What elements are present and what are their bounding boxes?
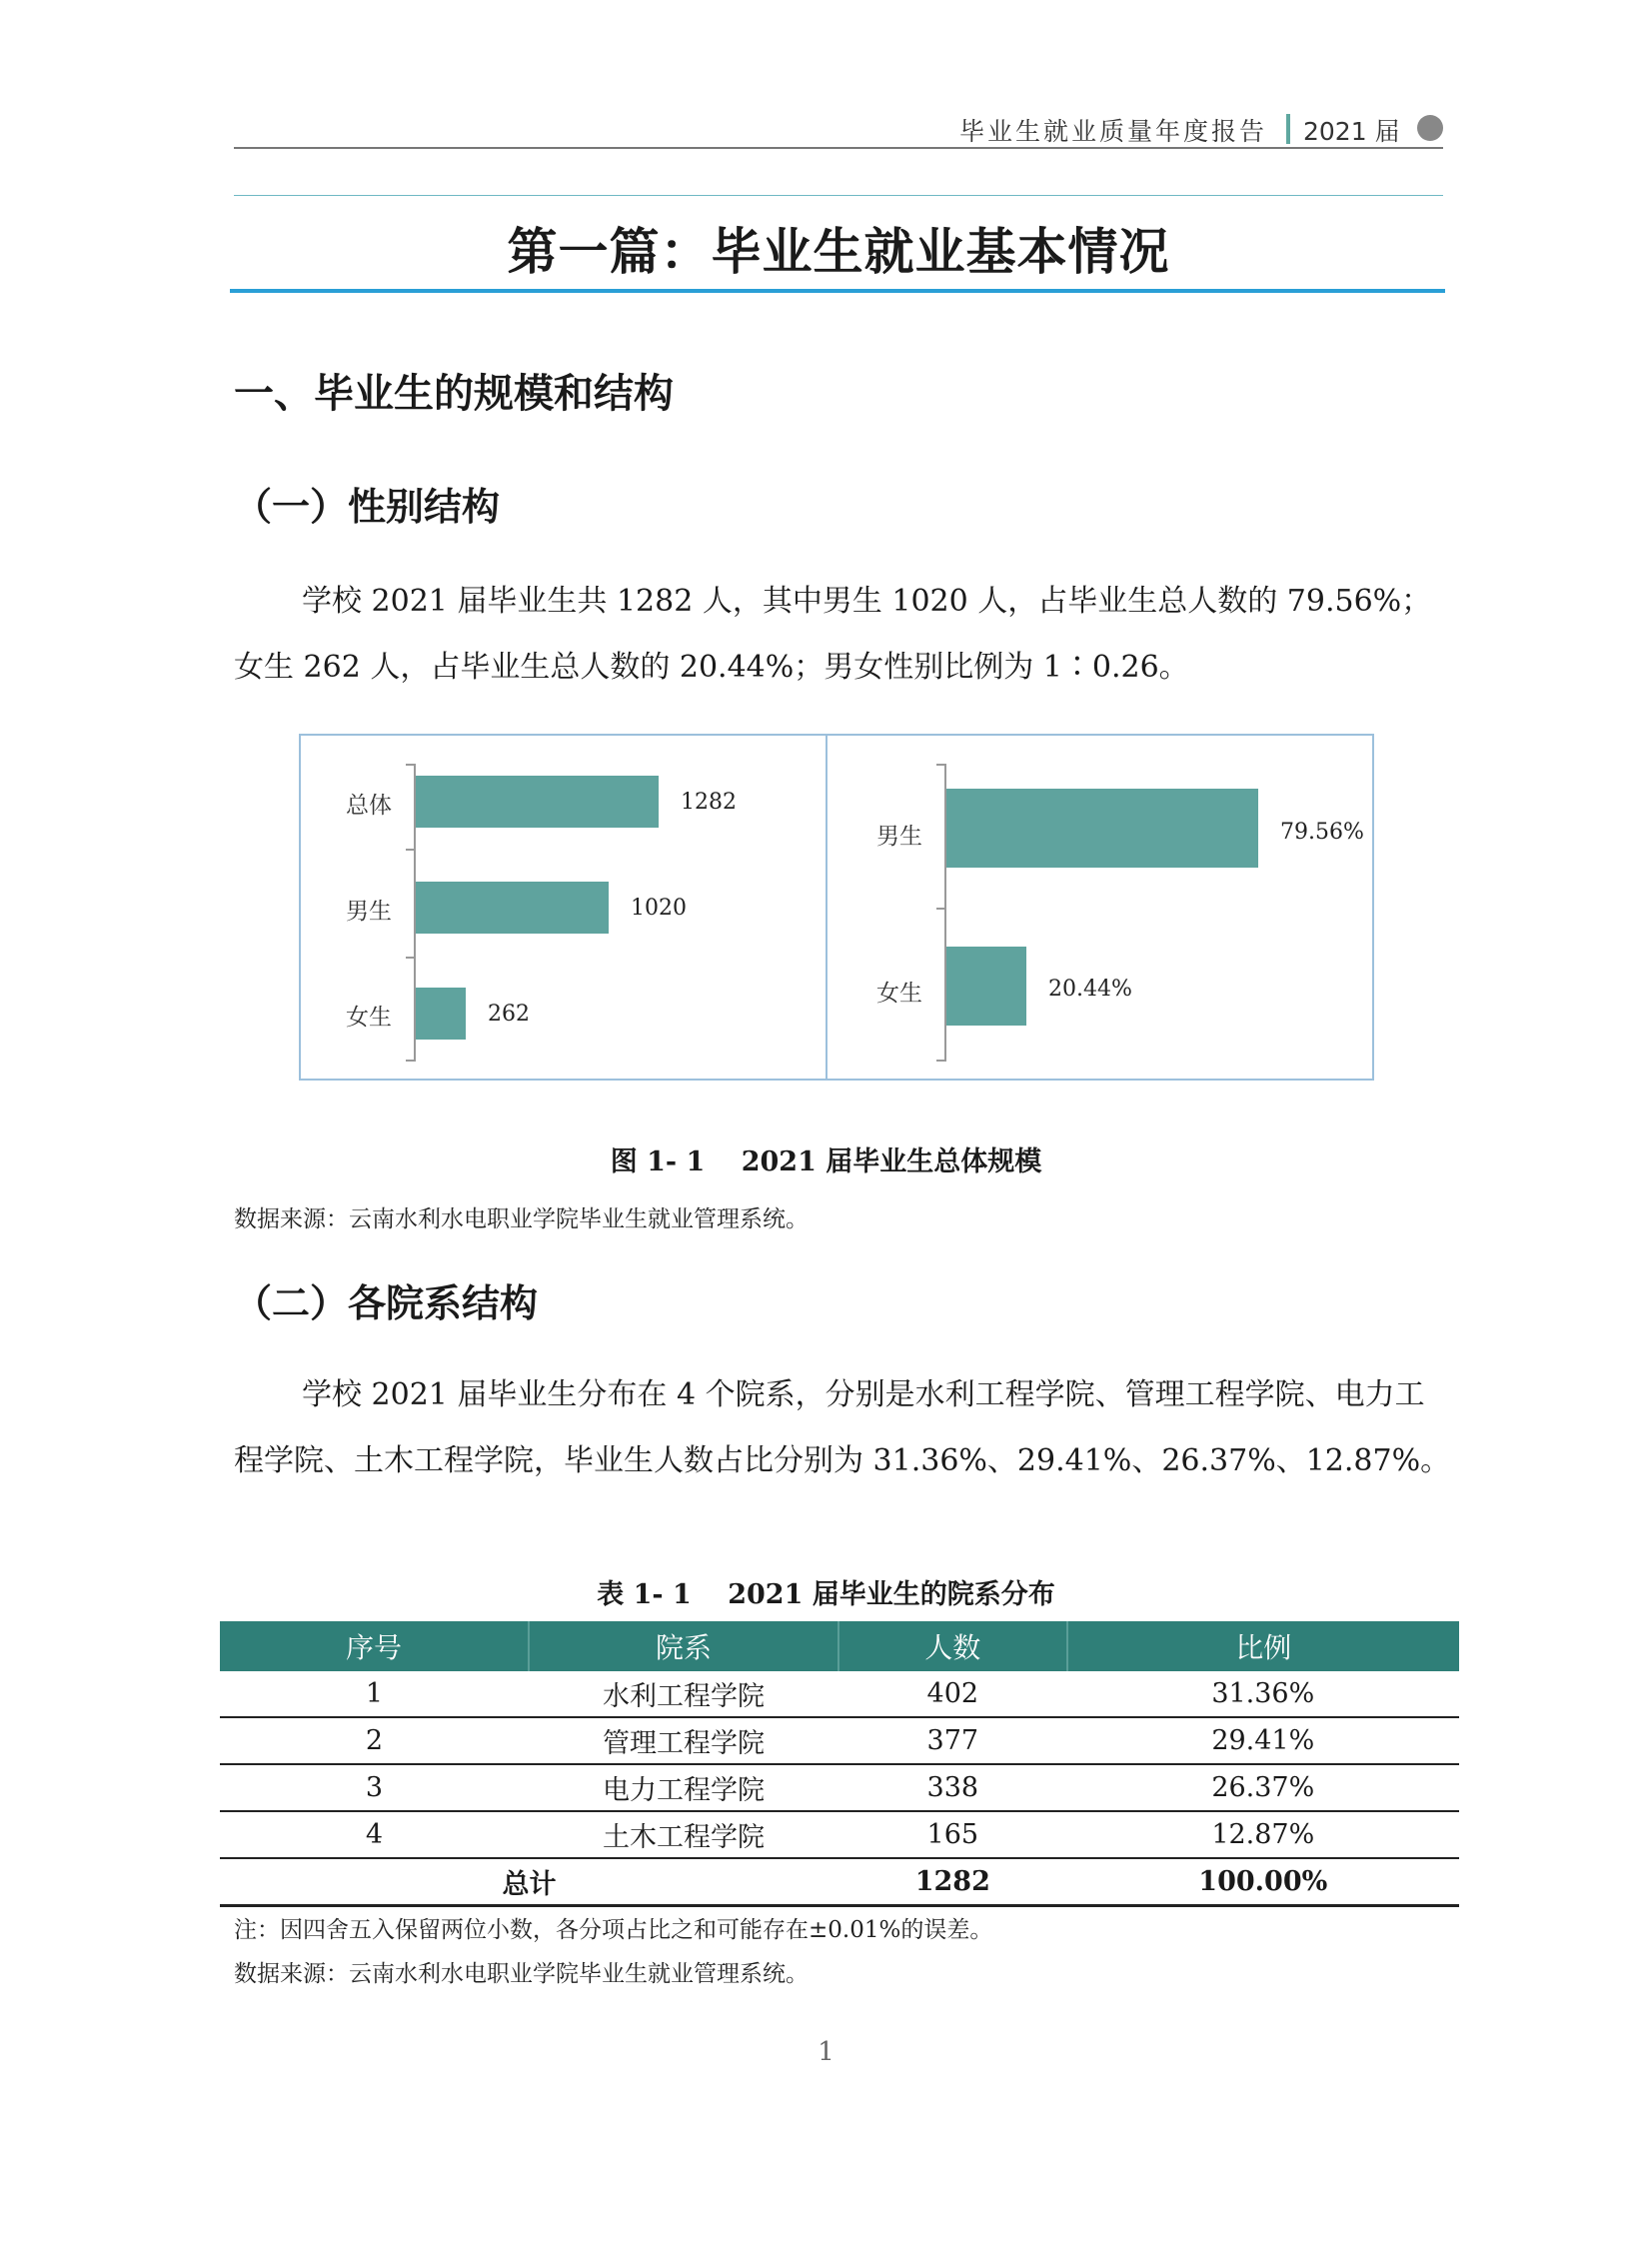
table-row xyxy=(220,1764,1459,1811)
table-header-row xyxy=(220,1621,1459,1671)
cell-ratio: 12.87% xyxy=(1067,1811,1459,1858)
table-row xyxy=(220,1671,1459,1717)
right-chart-bar-male xyxy=(946,789,1258,868)
left-chart-value-label: 1020 xyxy=(631,896,687,921)
table-row xyxy=(220,1811,1459,1858)
cell-count: 165 xyxy=(838,1811,1067,1858)
axis-tick xyxy=(936,908,944,910)
axis-tick xyxy=(406,1060,414,1062)
table-source: 数据来源：云南水利水电职业学院毕业生就业管理系统。 xyxy=(234,1961,809,1987)
cell-department: 土木工程学院 xyxy=(529,1811,838,1858)
cell-index: 4 xyxy=(220,1811,529,1858)
subsection-heading-gender: （一）性别结构 xyxy=(234,485,501,529)
cell-count: 338 xyxy=(838,1764,1067,1811)
running-header-year: 2021 届 xyxy=(1303,117,1400,146)
cell-department: 管理工程学院 xyxy=(529,1717,838,1764)
departments-paragraph: 学校 2021 届毕业生分布在 4 个院系，分别是水利工程学院、管理工程学院、电力工程学院、土木工程学院，毕业生人数占比分别为 31.36%、29.41%、26.37%、12.87%。 xyxy=(234,1377,1451,1478)
chapter-title: 第一篇：毕业生就业基本情况 xyxy=(507,223,1170,281)
header-rule xyxy=(234,147,1443,149)
cell-index: 3 xyxy=(220,1764,529,1811)
cell-total-count: 1282 xyxy=(838,1858,1067,1906)
department-table xyxy=(220,1621,1459,1907)
cell-total-ratio: 100.00% xyxy=(1067,1858,1459,1906)
figure-caption: 图 1- 1 2021 届毕业生总体规模 xyxy=(610,1146,1042,1177)
right-chart-category: 男生 xyxy=(876,824,922,850)
cell-ratio: 31.36% xyxy=(1067,1671,1459,1717)
axis-tick xyxy=(406,957,414,959)
axis-tick xyxy=(936,1060,944,1062)
cell-count: 402 xyxy=(838,1671,1067,1717)
axis-tick xyxy=(936,764,944,766)
cell-ratio: 26.37% xyxy=(1067,1764,1459,1811)
right-chart-bar-female xyxy=(946,947,1026,1026)
cell-total-label: 总计 xyxy=(220,1858,838,1906)
page-number: 1 xyxy=(818,2037,834,2067)
axis-tick xyxy=(406,764,414,766)
cell-index: 2 xyxy=(220,1717,529,1764)
chapter-bottom-rule xyxy=(230,289,1445,293)
left-chart-bar-total xyxy=(416,776,659,828)
left-chart-value-label: 1282 xyxy=(681,790,737,815)
left-chart-category: 女生 xyxy=(346,1005,392,1031)
cell-ratio: 29.41% xyxy=(1067,1717,1459,1764)
cell-count: 377 xyxy=(838,1717,1067,1764)
table-caption: 表 1- 1 2021 届毕业生的院系分布 xyxy=(597,1579,1055,1610)
left-chart-bar-female xyxy=(416,988,466,1040)
header-dot-icon xyxy=(1417,115,1443,141)
section-heading: 一、毕业生的规模和结构 xyxy=(234,371,674,417)
right-chart-value-label: 20.44% xyxy=(1048,977,1132,1002)
right-chart-category: 女生 xyxy=(876,981,922,1007)
cell-index: 1 xyxy=(220,1671,529,1717)
figure-divider xyxy=(826,734,827,1081)
column-header: 序号 xyxy=(220,1621,529,1671)
left-chart-bar-male xyxy=(416,882,609,934)
column-header: 人数 xyxy=(838,1621,1067,1671)
axis-tick xyxy=(406,849,414,851)
cell-department: 电力工程学院 xyxy=(529,1764,838,1811)
table-note: 注：因四舍五入保留两位小数，各分项占比之和可能存在±0.01%的误差。 xyxy=(234,1917,993,1943)
subsection-heading-departments: （二）各院系结构 xyxy=(234,1281,539,1325)
column-header: 比例 xyxy=(1067,1621,1459,1671)
left-chart-category: 男生 xyxy=(346,899,392,925)
column-header: 院系 xyxy=(529,1621,838,1671)
table-row xyxy=(220,1717,1459,1764)
chapter-top-rule xyxy=(234,195,1443,196)
cell-department: 水利工程学院 xyxy=(529,1671,838,1717)
header-separator xyxy=(1286,114,1290,144)
running-header-title: 毕业生就业质量年度报告 xyxy=(959,117,1268,146)
table-total-row xyxy=(220,1858,1459,1906)
gender-paragraph: 学校 2021 届毕业生共 1282 人，其中男生 1020 人，占毕业生总人数的 79.56%；女生 262 人，占毕业生总人数的 20.44%；男女性别比例为 1∶0.26。 xyxy=(234,584,1432,685)
left-chart-category: 总体 xyxy=(346,793,392,819)
figure-source: 数据来源：云南水利水电职业学院毕业生就业管理系统。 xyxy=(234,1206,809,1232)
left-chart-value-label: 262 xyxy=(488,1002,530,1027)
right-chart-value-label: 79.56% xyxy=(1280,820,1364,845)
